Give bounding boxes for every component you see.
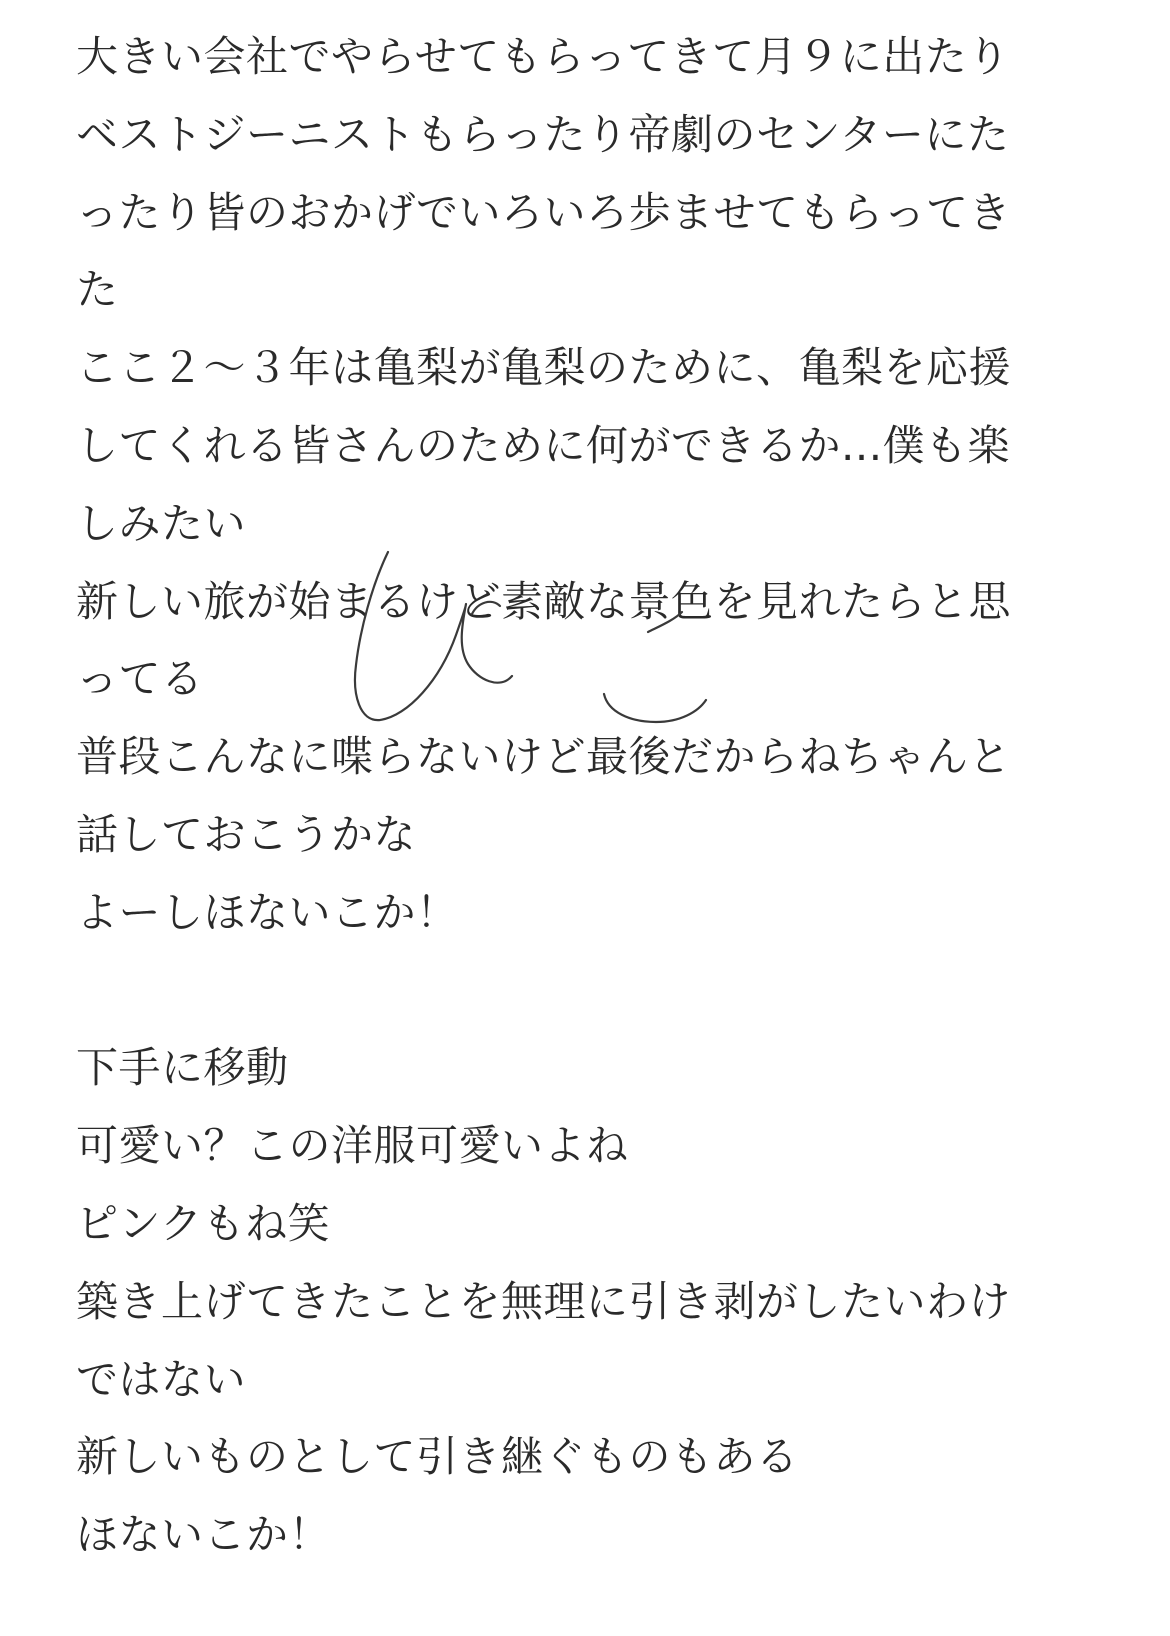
note-line: 新しい旅が始まるけど素敵な景色を見れたらと思 bbox=[76, 576, 1012, 626]
note-line: ってる bbox=[76, 654, 204, 704]
note-line: た bbox=[76, 265, 119, 315]
note-line: 下手に移動 bbox=[76, 1043, 289, 1093]
note-line: 築き上げてきたことを無理に引き剥がしたいわけ bbox=[76, 1276, 1012, 1326]
note-line: ここ２〜３年は亀梨が亀梨のために、亀梨を応援 bbox=[76, 343, 1012, 393]
note-line: 普段こんなに喋らないけど最後だからねちゃんと bbox=[76, 732, 1012, 782]
note-line: 大きい会社でやらせてもらってきて月９に出たり bbox=[76, 32, 1010, 81]
note-line: ほないこか！ bbox=[76, 1510, 332, 1560]
note-line: 可愛い？この洋服可愛いよね bbox=[76, 1121, 629, 1171]
note-blank-line bbox=[76, 952, 1136, 1030]
note-line: 話しておこうかな bbox=[76, 809, 417, 859]
note-line: 新しいものとして引き継ぐものもある bbox=[76, 1432, 799, 1482]
note-line: ピンクもね笑 bbox=[76, 1198, 331, 1248]
note-body bbox=[76, 18, 1136, 1574]
note-line: よーしほないこか！ bbox=[76, 887, 459, 937]
note-line: ではない bbox=[76, 1354, 247, 1404]
note-line: ベストジーニストもらったり帝劇のセンターにた bbox=[76, 109, 1010, 159]
note-line: しみたい bbox=[76, 498, 247, 548]
note-line: してくれる皆さんのために何ができるか...僕も楽 bbox=[76, 420, 1011, 470]
note-line: ったり皆のおかげでいろいろ歩ませてもらってき bbox=[76, 187, 1012, 237]
